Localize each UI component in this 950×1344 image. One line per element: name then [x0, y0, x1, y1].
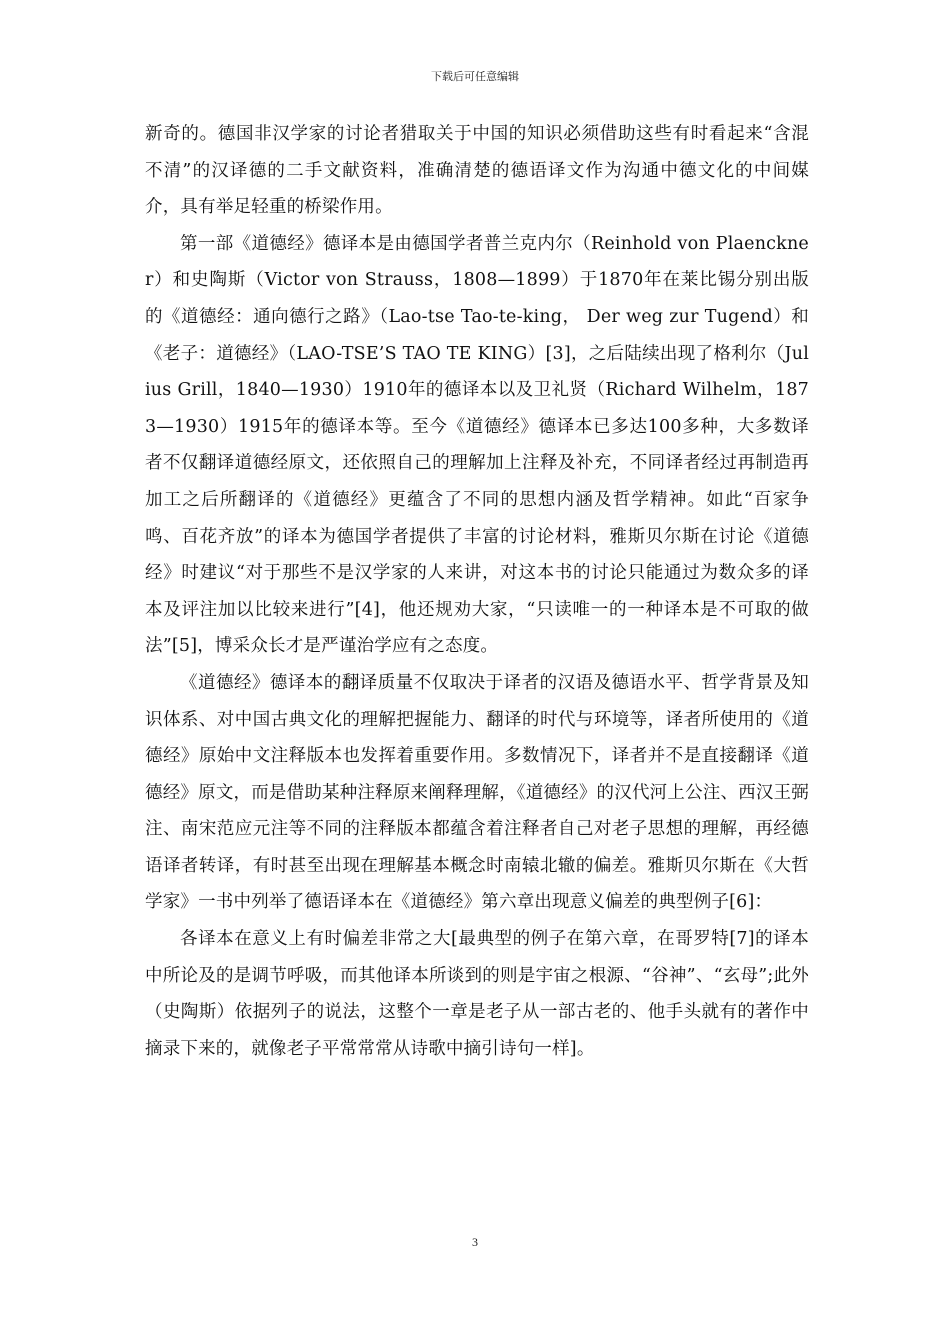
body-text [145, 116, 809, 1067]
page-header: 下载后可任意编辑 [431, 70, 519, 83]
paragraph-3: 《道德经》德译本的翻译质量不仅取决于译者的汉语及德语水平、哲学背景及知识体系、对中国古典文化的理解把握能力、翻译的时代与环境等，译者所使用的《道德经》原始中文注释版本也发挥着重要作用。多数情况下，译者并不是直接翻译《道德经》原文，而是借助某种注释原来阐释理解，《道德经》的汉代河上公注、西汉王弼注、南宋范应元注等不同的注释版本都蕴含着注释者自己对老子思想的理解，再经德语译者转译，有时甚至出现在理解基本概念时南辕北辙的偏差。雅斯贝尔斯在《大哲学家》一书中列举了德语译本在《道德经》第六章出现意义偏差的典型例子[6]： [145, 672, 809, 913]
paragraph-2: 第一部《道德经》德译本是由德国学者普兰克内尔（Reinhold von Plaenckner）和史陶斯（Victor von Strauss，1808—1899）于1870年在莱比锡分别出版的《道德经：通向德行之路》（Lao-tse Tao-te-king， Der weg zur Tugend）和《老子：道德经》（LAO-TSE’S TAO TE KING）[3]，之后陆续出现了格利尔（Julius Grill，1840—1930）1910年的德译本以及卫礼贤（Richard Wilhelm，1873—1930）1915年的德译本等。至今《道德经》德译本已多达100多种，大多数译者不仅翻译道德经原文，还依照自己的理解加上注释及补充，不同译者经过再制造再加工之后所翻译的《道德经》更蕴含了不同的思想内涵及哲学精神。如此“百家争鸣、百花齐放”的译本为德国学者提供了丰富的讨论材料，雅斯贝尔斯在讨论《道德经》时建议“对于那些不是汉学家的人来讲，对这本书的讨论只能通过为数众多的译本及评注加以比较来进行”[4]，他还规劝大家，“只读唯一的一种译本是不可取的做法”[5]，博采众长才是严谨治学应有之态度。 [145, 233, 809, 657]
paragraph-4: 各译本在意义上有时偏差非常之大[最典型的例子在第六章，在哥罗特[7]的译本中所论及的是调节呼吸，而其他译本所谈到的则是宇宙之根源、“谷神”、“玄母”;此外（史陶斯）依据列子的说法，这整个一章是老子从一部古老的、他手头就有的著作中摘录下来的，就像老子平常常常从诗歌中摘引诗句一样]。 [145, 929, 809, 1059]
paragraph-1: 新奇的。德国非汉学家的讨论者猎取关于中国的知识必须借助这些有时看起来“含混不清”的汉译德的二手文献资料，准确清楚的德语译文作为沟通中德文化的中间媒介，具有举足轻重的桥梁作用。 [145, 124, 809, 218]
page-number: 3 [472, 1235, 478, 1249]
